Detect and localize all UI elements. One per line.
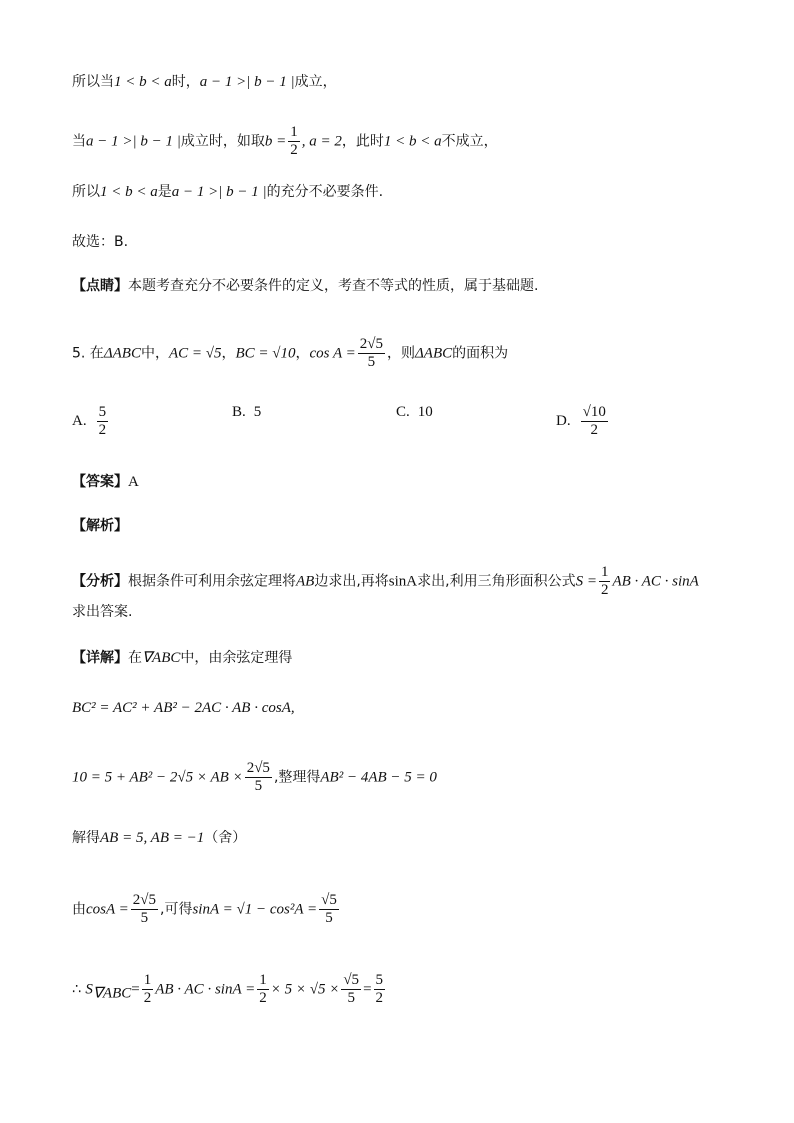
fenxi-t1: 根据条件可利用余弦定理将: [128, 573, 296, 590]
dianjing-text: 本题考查充分不必要条件的定义，考查不等式的性质，属于基础题.: [128, 278, 539, 294]
eq5-frac1: $\frac{1}{2}$: [143, 972, 152, 1006]
q5-bc: BC = √10: [235, 345, 296, 362]
q5-mid1: 中，: [140, 345, 169, 362]
eq3-pre: 解得: [72, 830, 100, 846]
equation-2: [72, 760, 734, 795]
fenxi-s: S =: [575, 573, 597, 590]
eq4-sin: sinA = √1 − cos²A =: [192, 901, 318, 918]
l2-b-eq: b =: [264, 133, 287, 150]
eq5-frac4: $\frac{5}{2}$: [375, 972, 384, 1006]
l2-cond: 1 < b < a: [383, 133, 442, 150]
option-c-value: 10: [417, 404, 433, 420]
analysis-tag: 【解析】: [72, 518, 128, 534]
q5-cos: cos A =: [309, 345, 356, 362]
l3-mid: 是: [157, 184, 172, 200]
equation-5: [72, 972, 734, 1007]
eq4-frac1: $\frac{2√5}{5}$: [132, 892, 156, 926]
option-a[interactable]: [72, 404, 110, 439]
fenxi-frac: $\frac{1}{2}$: [600, 564, 609, 598]
fenxi-t3: 求出,利用三角形面积公式: [417, 573, 576, 590]
eq5-frac3: $\frac{√5}{5}$: [343, 972, 360, 1006]
l2-post: 不成立，: [441, 133, 498, 150]
equation-1: [72, 698, 734, 718]
option-a-frac: $\frac{5}{2}$: [98, 404, 107, 438]
xiangjie: [72, 648, 734, 668]
xiangjie-t1: 在: [128, 650, 142, 666]
fenxi-ab: AB: [296, 573, 315, 590]
line-1: [72, 72, 734, 92]
q5-mid2: ，则: [387, 345, 415, 362]
line-4: [72, 232, 734, 252]
l2-frac: $\frac{1}{2}$: [290, 124, 298, 158]
eq4-frac2: $\frac{√5}{5}$: [321, 892, 337, 926]
eq2-post: AB² − 4AB − 5 = 0: [320, 769, 437, 786]
eq2-frac: $\frac{2√5}{5}$: [246, 760, 270, 794]
option-d-label: D.: [556, 413, 571, 429]
fenxi-line2-text: 求出答案.: [72, 604, 133, 620]
q5-sep2: ，: [295, 345, 310, 362]
l1-cond: 1 < b < a: [114, 74, 172, 90]
xiangjie-t2: 中，由余弦定理得: [180, 650, 293, 666]
l1-ineq: a − 1 >| b − 1 |: [199, 74, 295, 90]
equation-4: [72, 892, 734, 927]
fenxi-tag: 【分析】: [72, 573, 128, 590]
answer-tag: 【答案】: [72, 474, 128, 490]
l3-ineq: a − 1 >| b − 1 |: [171, 184, 267, 200]
eq5-eq: =: [131, 981, 140, 998]
eq5-s: S: [85, 981, 93, 998]
answer: [72, 472, 734, 492]
l3-pre: 所以: [72, 184, 100, 200]
eq5-frac2: $\frac{1}{2}$: [259, 972, 267, 1006]
l2-a-eq: , a = 2: [301, 133, 342, 150]
option-a-label: A.: [72, 413, 87, 429]
q5-tri: ΔABC: [103, 345, 141, 362]
line-2: [72, 124, 734, 159]
q5-post: 的面积为: [452, 345, 509, 362]
option-b-value: 5: [253, 404, 262, 420]
option-d-frac: $\frac{√10}{2}$: [582, 404, 606, 438]
eq3-post: （舍）: [204, 830, 247, 846]
fenxi-sina: sinA: [388, 573, 418, 590]
dianjing: [72, 276, 734, 296]
option-c-label: C.: [396, 404, 410, 420]
equation-3: [72, 828, 734, 848]
q5-pre: 5. 在: [72, 345, 104, 362]
q5-ac: AC = √5: [168, 345, 222, 362]
option-d[interactable]: [556, 404, 610, 439]
fenxi: [72, 564, 734, 599]
eq3-eq: AB = 5, AB = −1: [100, 830, 205, 846]
eq5-e2: × 5 × √5 ×: [270, 981, 340, 998]
xiangjie-tri: ∇ABC: [142, 650, 181, 666]
xiangjie-tag: 【详解】: [72, 650, 128, 666]
l2-mid2: ，此时: [341, 133, 384, 150]
q5-tri2: ΔABC: [415, 345, 453, 362]
eq4-cos: cosA =: [86, 901, 129, 918]
eq5-therefore: ∴: [72, 981, 81, 998]
line-3: [72, 182, 734, 202]
fenxi-expr: AB · AC · sinA: [612, 573, 699, 590]
l4-text: 故选：B.: [72, 234, 129, 250]
l1-pre: 所以当: [72, 74, 114, 90]
eq2-mid: ,整理得: [273, 769, 321, 786]
l2-pre: 当: [72, 133, 86, 150]
eq4-pre: 由: [72, 901, 86, 918]
eq1-text: BC² = AC² + AB² − 2AC · AB · cosA,: [72, 700, 295, 716]
l1-mid: 时，: [171, 74, 200, 90]
option-b[interactable]: [232, 404, 261, 421]
answer-value: A: [128, 474, 139, 490]
dianjing-tag: 【点睛】: [72, 278, 128, 294]
eq2-pre: 10 = 5 + AB² − 2√5 × AB ×: [72, 769, 243, 786]
l3-cond: 1 < b < a: [100, 184, 158, 200]
option-b-label: B.: [232, 404, 246, 420]
eq5-e1: AB · AC · sinA =: [155, 981, 256, 998]
q5-frac: $\frac{2√5}{5}$: [359, 336, 383, 370]
fenxi-line-2: [72, 602, 734, 622]
l1-post: 成立，: [294, 74, 337, 90]
eq4-mid: ,可得: [160, 901, 193, 918]
l2-ineq: a − 1 >| b − 1 |: [86, 133, 181, 150]
q5-sep1: ，: [221, 345, 236, 362]
l2-mid: 成立时，如取: [180, 133, 265, 150]
question-5: [72, 336, 734, 371]
eq5-sub: ∇ABC: [92, 985, 132, 1002]
analysis-header: [72, 516, 734, 536]
option-c[interactable]: [396, 404, 433, 421]
l3-post: 的充分不必要条件.: [266, 184, 384, 200]
eq5-eq2: =: [363, 981, 372, 998]
fenxi-t2: 边求出,再将: [314, 573, 389, 590]
